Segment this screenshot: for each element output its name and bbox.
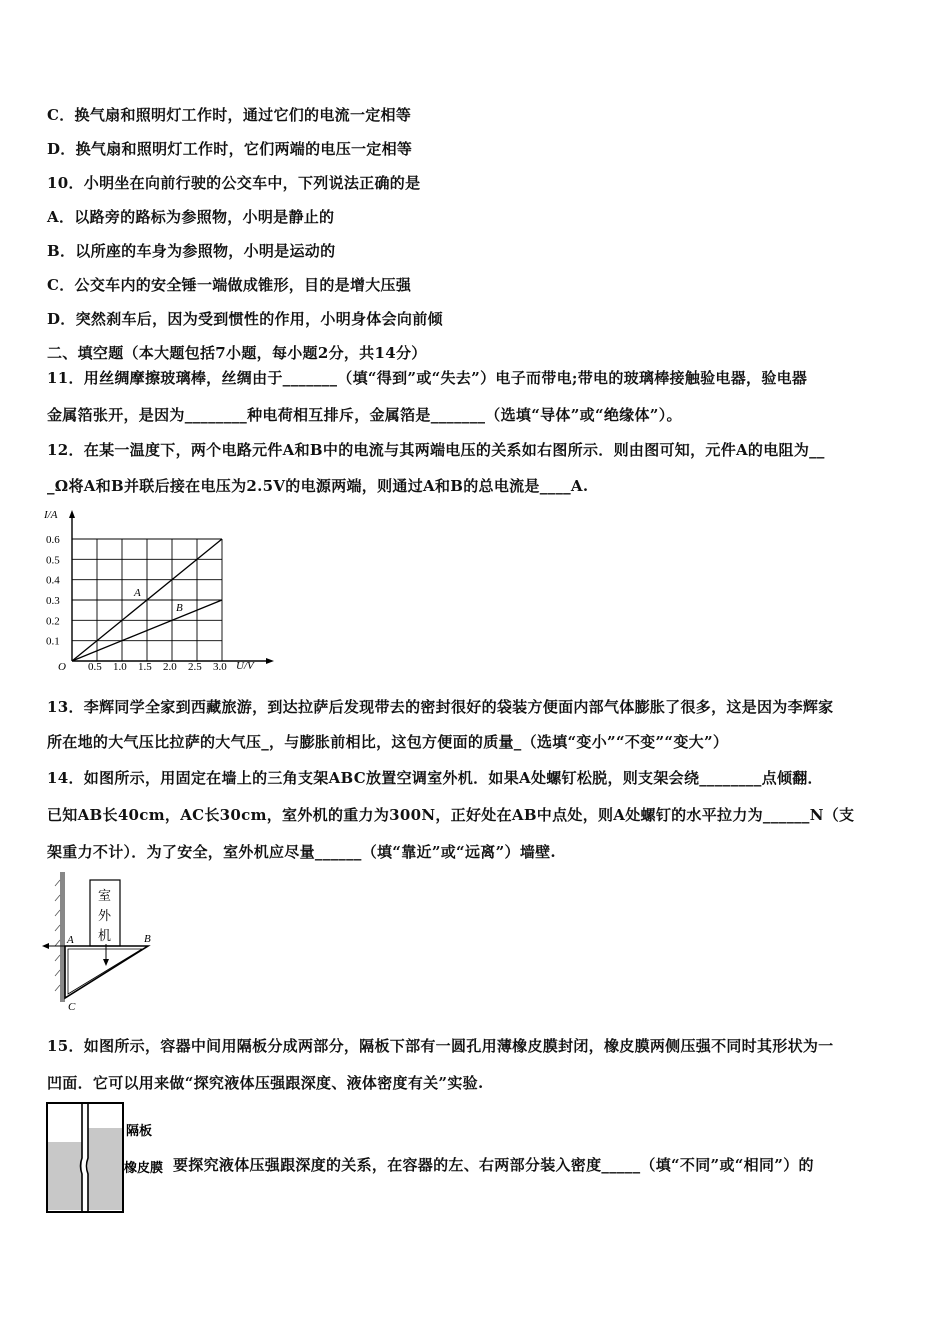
liquid-right xyxy=(88,1128,122,1210)
y-tick-label: 0.1 xyxy=(46,635,60,648)
question-11-line1: 11．用丝绸摩擦玻璃棒，丝绸由于_______（填“得到”或“失去”）电子而带电;带电的玻璃棒接触验电器，验电器 xyxy=(47,369,808,387)
option-c-q9: C．换气扇和照明灯工作时，通过它们的电流一定相等 xyxy=(47,106,412,124)
question-14-line1: 14．如图所示，用固定在墙上的三角支架ABC放置空调室外机．如果A处螺钉松脱，则支架会绕________点倾翻． xyxy=(47,769,823,787)
x-tick-label: 1.0 xyxy=(113,661,127,673)
question-14-line2: 已知AB长40cm，AC长30cm，室外机的重力为300N，正好处在AB中点处，则A处螺钉的水平拉力为______N（支 xyxy=(47,806,855,824)
x-axis-label: U/V xyxy=(236,660,254,672)
option-b-q10: B．以所座的车身为参照物，小明是运动的 xyxy=(47,242,336,260)
x-tick-label: 2.0 xyxy=(163,661,177,673)
line-a-label: A xyxy=(134,587,141,599)
question-15-line2: 凹面．它可以用来做“探究液体压强跟深度、液体密度有关”实验. xyxy=(47,1074,484,1092)
option-d-q9: D．换气扇和照明灯工作时，它们两端的电压一定相等 xyxy=(47,140,413,158)
y-tick-label: 0.5 xyxy=(46,554,60,567)
option-c-q10: C．公交车内的安全锤一端做成锥形，目的是增大压强 xyxy=(47,276,412,294)
point-b-label: B xyxy=(144,933,151,945)
question-15-line3: 要探究液体压强跟深度的关系，在容器的左、右两部分装入密度_____（填“不同”或“相同”）的 xyxy=(173,1156,814,1174)
origin-label: O xyxy=(58,661,66,673)
question-13-line2: 所在地的大气压比拉萨的大气压_，与膨胀前相比，这包方便面的质量_（选填“变小”“不变”“变大”） xyxy=(47,733,729,751)
point-c-label: C xyxy=(68,1001,76,1013)
y-tick-label: 0.4 xyxy=(46,574,60,587)
question-15-line1: 15．如图所示，容器中间用隔板分成两部分，隔板下部有一圆孔用薄橡皮膜封闭，橡皮膜两侧压强不同时其形状为一 xyxy=(47,1037,834,1055)
bracket-figure xyxy=(40,870,170,1015)
question-13-line1: 13．李辉同学全家到西藏旅游，到达拉萨后发现带去的密封很好的袋装方便面内部气体膨胀了很多，这是因为李辉家 xyxy=(47,698,834,716)
partition-label: 隔板 xyxy=(126,1123,153,1138)
point-a-label: A xyxy=(67,934,74,946)
iu-graph xyxy=(40,506,280,676)
option-a-q10: A．以路旁的路标为参照物，小明是静止的 xyxy=(47,208,335,226)
y-tick-label: 0.2 xyxy=(46,615,60,628)
y-tick-label: 0.3 xyxy=(46,595,60,607)
question-14-line3: 架重力不计）．为了安全，室外机应尽量______（填“靠近”或“远离”）墙壁. xyxy=(47,843,556,861)
x-axis-arrow xyxy=(266,658,274,664)
line-b-label: B xyxy=(176,602,183,614)
x-tick-label: 2.5 xyxy=(188,661,202,673)
question-11-line2: 金属箔张开，是因为________种电荷相互排斥，金属箔是_______（选填“导体”或“绝缘体”）。 xyxy=(47,406,682,424)
unit-char-3: 机 xyxy=(98,928,112,943)
liquid-left xyxy=(48,1142,82,1210)
container-figure xyxy=(44,1100,184,1220)
y-tick-label: 0.6 xyxy=(46,534,60,546)
partition xyxy=(81,1103,89,1212)
membrane-label: 橡皮膜 xyxy=(124,1160,164,1175)
question-10: 10．小明坐在向前行驶的公交车中，下列说法正确的是 xyxy=(47,174,421,192)
question-12-line2: _Ω将A和B并联后接在电压为2.5V的电源两端，则通过A和B的总电流是____A. xyxy=(47,477,589,495)
question-12-line1: 12．在某一温度下，两个电路元件A和B中的电流与其两端电压的关系如右图所示．则由图可知，元件A的电阻为__ xyxy=(47,441,825,459)
y-axis-label: I/A xyxy=(44,509,58,521)
option-d-q10: D．突然刹车后，因为受到惯性的作用，小明身体会向前倾 xyxy=(47,310,443,328)
x-tick-label: 0.5 xyxy=(88,661,102,673)
unit-char-2: 外 xyxy=(98,908,112,923)
x-tick-label: 1.5 xyxy=(138,661,152,673)
y-axis-arrow xyxy=(69,510,75,518)
unit-char-1: 室 xyxy=(98,888,112,903)
x-tick-label: 3.0 xyxy=(213,661,227,673)
section-heading: 二、填空题（本大题包括7小题，每小题2分，共14分） xyxy=(47,344,427,362)
